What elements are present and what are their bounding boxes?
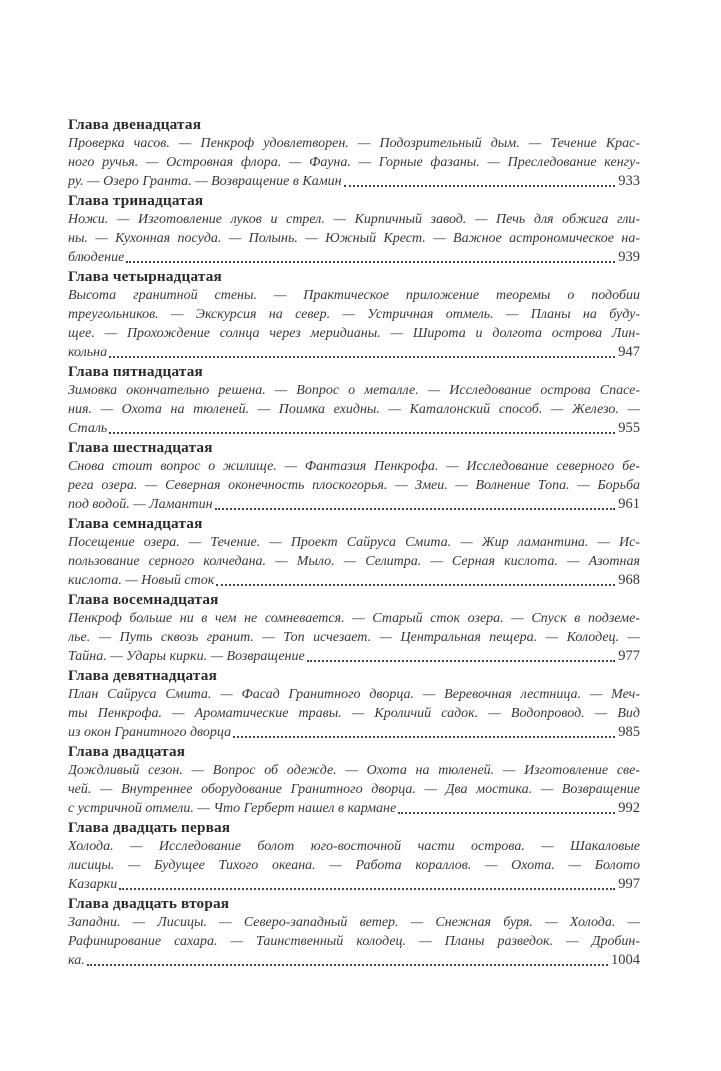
chapter-summary-line: Западни. — Лисицы. — Северо-западный ветер. — Снежная буря. — Холода. — <box>68 915 640 930</box>
chapter-summary <box>68 210 640 267</box>
chapter-summary-line: треугольников. — Экскурсия на север. — Устричная отмель. — Планы на буду- <box>68 307 640 322</box>
dot-leader <box>307 660 616 662</box>
chapter-summary-end: из окон Гранитного дворца <box>68 725 232 740</box>
chapter-summary-end: с устричной отмели. — Что Герберт нашел в кармане <box>68 801 397 816</box>
chapter-summary-line: Высота гранитной стены. — Практическое приложение теоремы о подобии <box>68 288 640 303</box>
chapter-page-number: 939 <box>618 249 640 265</box>
chapter-summary-line: Зимовка окончательно решена. — Вопрос о металле. — Исследование острова Спасе- <box>68 383 640 398</box>
chapter-title: Глава двадцать первая <box>68 819 231 836</box>
dot-leader <box>216 584 615 586</box>
chapter-summary-end: кольна <box>68 345 108 360</box>
toc-chapter-entry <box>68 666 640 742</box>
toc-chapter-entry <box>68 590 640 666</box>
chapter-page-number: 947 <box>618 344 640 360</box>
chapter-summary-line: лье. — Путь сквозь гранит. — Топ исчезает. — Центральная пещера. — Колодец. — <box>68 630 640 645</box>
toc-chapter-entry <box>68 514 640 590</box>
chapter-title: Глава двенадцатая <box>68 116 202 133</box>
toc-chapter-entry <box>68 894 640 970</box>
chapter-page-number: 955 <box>618 420 640 436</box>
chapter-summary-line: ния. — Охота на тюленей. — Поимка ехидны. — Каталонский способ. — Железо. — <box>68 402 640 417</box>
toc-chapter-entry <box>68 267 640 362</box>
chapter-last-line <box>68 799 640 818</box>
chapter-summary-line: ны. — Кухонная посуда. — Полынь. — Южный Крест. — Важное астрономическое на- <box>68 231 640 246</box>
chapter-summary-line: План Сайруса Смита. — Фасад Гранитного дворца. — Веревочная лестница. — Меч- <box>68 687 640 702</box>
chapter-last-line <box>68 571 640 590</box>
chapter-page-number: 985 <box>618 724 640 740</box>
dot-leader <box>119 888 615 890</box>
chapter-title: Глава восемнадцатая <box>68 591 219 608</box>
chapter-page-number: 992 <box>618 800 640 816</box>
chapter-summary-end: ка. <box>68 953 85 968</box>
chapter-last-line <box>68 647 640 666</box>
chapter-last-line <box>68 343 640 362</box>
dot-leader <box>126 261 615 263</box>
chapter-last-line <box>68 419 640 438</box>
dot-leader <box>87 964 608 966</box>
chapter-title: Глава четырнадцатая <box>68 268 222 285</box>
chapter-summary-line: Пенкроф больше ни в чем не сомневается. — Старый сток озера. — Спуск в подземе- <box>68 611 640 626</box>
chapter-last-line <box>68 875 640 894</box>
chapter-summary <box>68 381 640 438</box>
chapter-last-line <box>68 248 640 267</box>
chapter-page-number: 968 <box>618 572 640 588</box>
chapter-summary-line: Дождливый сезон. — Вопрос об одежде. — Охота на тюленей. — Изготовление све- <box>68 763 640 778</box>
chapter-title: Глава пятнадцатая <box>68 363 203 380</box>
dot-leader <box>109 432 615 434</box>
chapter-title: Глава девятнадцатая <box>68 667 217 684</box>
chapter-last-line <box>68 172 640 191</box>
chapter-title: Глава шестнадцатая <box>68 439 213 456</box>
chapter-title: Глава двадцатая <box>68 743 186 760</box>
chapter-summary-line: Ножи. — Изготовление луков и стрел. — Кирпичный завод. — Печь для обжига гли- <box>68 212 640 227</box>
chapter-page-number: 1004 <box>611 952 640 968</box>
chapter-summary <box>68 286 640 362</box>
chapter-summary-line: Холода. — Исследование болот юго-восточной части острова. — Шакаловые <box>68 839 640 854</box>
chapter-last-line <box>68 951 640 970</box>
chapter-summary-line: Проверка часов. — Пенкроф удовлетворен. — Подозрительный дым. — Течение Крас- <box>68 136 640 151</box>
toc-chapter-entry <box>68 362 640 438</box>
chapter-summary-line: Рафинирование сахара. — Таинственный колодец. — Планы разведок. — Дробин- <box>68 934 640 949</box>
chapter-summary-end: под водой. — Ламантин <box>68 497 213 512</box>
chapter-page-number: 961 <box>618 496 640 512</box>
chapter-summary <box>68 134 640 191</box>
chapter-summary <box>68 609 640 666</box>
chapter-summary <box>68 457 640 514</box>
chapter-summary-end: Тайна. — Удары кирки. — Возвращение <box>68 649 305 664</box>
chapter-page-number: 933 <box>618 173 640 189</box>
chapter-summary <box>68 837 640 894</box>
toc-chapter-entry <box>68 191 640 267</box>
chapter-summary-line: Посещение озера. — Течение. — Проект Сайруса Смита. — Жир ламантина. — Ис- <box>68 535 640 550</box>
chapter-last-line <box>68 495 640 514</box>
toc-chapter-entry <box>68 742 640 818</box>
chapter-summary <box>68 685 640 742</box>
chapter-summary-end: Сталь <box>68 421 108 436</box>
chapter-summary <box>68 913 640 970</box>
dot-leader <box>109 356 615 358</box>
chapter-summary-line: рега озера. — Северная оконечность плоскогорья. — Змеи. — Волнение Топа. — Борьба <box>68 478 640 493</box>
chapter-summary-end: блюдение <box>68 250 125 265</box>
dot-leader <box>344 185 616 187</box>
chapter-summary-line: щее. — Прохождение солнца через меридианы. — Широта и долгота острова Лин- <box>68 326 640 341</box>
toc-content <box>68 115 640 970</box>
chapter-title: Глава тринадцатая <box>68 192 204 209</box>
chapter-summary-end: кислота. — Новый сток <box>68 573 215 588</box>
chapter-summary <box>68 761 640 818</box>
chapter-summary-line: Снова стоит вопрос о жилище. — Фантазия Пенкрофа. — Исследование северного бе- <box>68 459 640 474</box>
chapter-summary-line: ного ручья. — Островная флора. — Фауна. — Горные фазаны. — Преследование кенгу- <box>68 155 640 170</box>
chapter-summary-line: ты Пенкрофа. — Ароматические травы. — Кроличий садок. — Водопровод. — Вид <box>68 706 640 721</box>
chapter-title: Глава двадцать вторая <box>68 895 230 912</box>
toc-chapter-entry <box>68 818 640 894</box>
dot-leader <box>398 812 615 814</box>
toc-chapter-entry <box>68 438 640 514</box>
chapter-summary-end: Казарки <box>68 877 118 892</box>
dot-leader <box>215 508 616 510</box>
toc-chapter-entry <box>68 115 640 191</box>
chapter-summary-line: лисицы. — Будущее Тихого океана. — Работа кораллов. — Охота. — Болото <box>68 858 640 873</box>
chapter-summary-line: пользование серного колчедана. — Мыло. — Селитра. — Серная кислота. — Азотная <box>68 554 640 569</box>
chapter-summary <box>68 533 640 590</box>
chapter-summary-line: чей. — Внутреннее оборудование Гранитного дворца. — Два мостика. — Возвращение <box>68 782 640 797</box>
chapter-page-number: 977 <box>618 648 640 664</box>
chapter-title: Глава семнадцатая <box>68 515 203 532</box>
chapter-page-number: 997 <box>618 876 640 892</box>
dot-leader <box>233 736 615 738</box>
chapter-summary-end: ру. — Озеро Гранта. — Возвращение в Камин <box>68 174 342 189</box>
chapter-last-line <box>68 723 640 742</box>
